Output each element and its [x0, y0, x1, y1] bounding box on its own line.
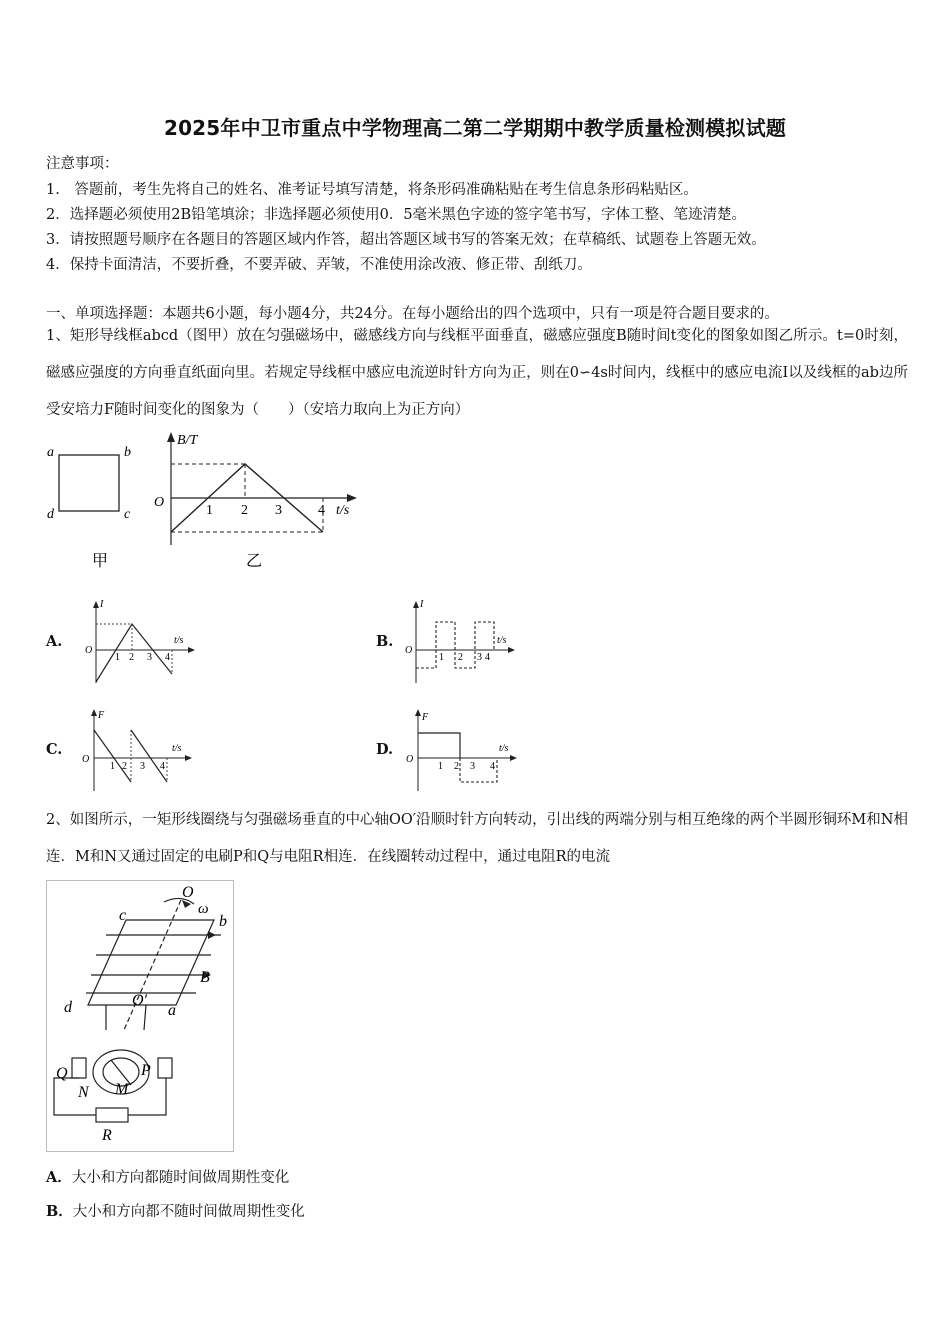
tick-label: 2 — [122, 761, 127, 772]
label-b: b — [124, 445, 131, 460]
option-b-graph[interactable] — [405, 598, 525, 688]
tick-label: 1 — [110, 761, 115, 772]
x-label: t/s — [172, 743, 182, 754]
option-c-graph[interactable] — [82, 706, 202, 796]
tick-label: 1 — [438, 761, 443, 772]
label-a: a — [168, 1002, 176, 1019]
axis-label: I — [420, 599, 424, 610]
yi-xlabel: t/s — [336, 503, 350, 518]
label-d: d — [47, 507, 54, 522]
yi-tick-1: 1 — [206, 503, 213, 518]
notice-heading: 注意事项： — [46, 156, 119, 172]
tick-label: 2 — [458, 652, 463, 663]
label-O: O — [182, 884, 194, 901]
option-d-graph[interactable] — [404, 706, 529, 796]
label-Q: Q — [56, 1065, 68, 1082]
yi-tick-3: 3 — [275, 503, 282, 518]
yi-tick-2: 2 — [241, 503, 248, 518]
option-c-label[interactable]: C. — [46, 741, 63, 758]
q2-option-a[interactable] — [46, 1166, 289, 1187]
origin-label: O — [405, 645, 413, 656]
label-B: B — [200, 969, 210, 986]
label-a: a — [47, 445, 54, 460]
page-title: 2025年中卫市重点中学物理高二第二学期期中教学质量检测模拟试题 — [163, 116, 787, 140]
label-M: M — [115, 1081, 129, 1098]
tick-label: 2 — [129, 652, 134, 663]
label-N: N — [78, 1084, 89, 1101]
label-omega: ω — [198, 901, 209, 917]
axis-label: I — [100, 599, 104, 610]
notice-item-3: 3．请按照题号顺序在各题目的答题区域内作答，超出答题区域书写的答案无效；在草稿纸、试题卷上答题无效。 — [46, 232, 766, 248]
label-R: R — [102, 1127, 112, 1144]
option-b-label[interactable]: B. — [376, 633, 394, 650]
tick-label: 4 — [485, 652, 490, 663]
q2-option-b[interactable] — [46, 1200, 305, 1221]
q2-option-a-label: A． — [46, 1169, 72, 1186]
question-1-text: 1、矩形导线框abcd（图甲）放在匀强磁场中，磁感线方向与线框平面垂直，磁感应强度B随时间t变化的图象如图乙所示。t=0时刻，磁感应强度的方向垂直纸面向里。若规定导线框中感应电流逆时针方向为正，则在0∽4s时间内，线框中的感应电流I以及线框的ab边所受安培力F随时间变化的图象为（ ）（安培力取向上为正方向） — [46, 328, 908, 418]
option-a-label[interactable]: A. — [46, 633, 63, 650]
label-c: c — [124, 507, 131, 522]
tick-label: 1 — [115, 652, 120, 663]
tick-label: 3 — [147, 652, 152, 663]
origin-label: O — [406, 754, 414, 765]
notice-item-2: 2．选择题必须使用2B铅笔填涂；非选择题必须使用0．5毫米黑色字迹的签字笔书写，字体工整、笔迹清楚。 — [46, 207, 747, 223]
yi-origin: O — [154, 495, 165, 510]
label-c: c — [119, 907, 127, 924]
option-d-label[interactable]: D. — [376, 741, 394, 758]
tick-label: 1 — [439, 652, 444, 663]
tick-label: 2 — [454, 761, 459, 772]
figure-yi — [150, 430, 370, 575]
label-b: b — [219, 913, 227, 930]
q2-option-a-text: 大小和方向都随时间做周期性变化 — [71, 1170, 290, 1186]
caption-jia: 甲 — [92, 553, 109, 570]
section-heading: 一、单项选择题：本题共6小题，每小题4分，共24分。在每小题给出的四个选项中，只有一项是符合题目要求的。 — [46, 306, 779, 322]
notice-item-1: 1. 答题前，考生先将自己的姓名、准考证号填写清楚，将条形码准确粘贴在考生信息条形码粘贴区。 — [46, 182, 698, 198]
label-O-prime: O′ — [132, 992, 148, 1009]
axis-label: F — [98, 710, 105, 721]
x-label: t/s — [499, 743, 509, 754]
q2-option-b-text: 大小和方向都不随时间做周期性变化 — [72, 1204, 305, 1220]
tick-label: 4 — [165, 652, 170, 663]
tick-label: 3 — [470, 761, 475, 772]
question-2-text: 2、如图所示，一矩形线圈绕与匀强磁场垂直的中心轴OO′沿顺时针方向转动，引出线的两端分别与相互绝缘的两个半圆形铜环M和N相连．M和N又通过固定的电刷P和Q与电阻R相连．在线圈转动过程中，通过电阻R的电流 — [46, 812, 908, 865]
figure-jia — [44, 438, 144, 573]
yi-tick-4: 4 — [318, 503, 325, 518]
tick-label: 4 — [490, 761, 495, 772]
x-label: t/s — [497, 635, 507, 646]
x-label: t/s — [174, 635, 184, 646]
label-d: d — [64, 999, 72, 1016]
label-P: P — [141, 1062, 151, 1079]
yi-ylabel: B/T — [177, 433, 198, 448]
tick-label: 3 — [477, 652, 482, 663]
q2-option-b-label: B． — [46, 1203, 73, 1220]
origin-label: O — [85, 645, 93, 656]
notice-item-4: 4．保持卡面清洁，不要折叠，不要弄破、弄皱，不准使用涂改液、修正带、刮纸刀。 — [46, 257, 592, 273]
tick-label: 3 — [140, 761, 145, 772]
option-a-graph[interactable] — [85, 598, 205, 688]
axis-label: F — [422, 712, 429, 723]
origin-label: O — [82, 754, 90, 765]
generator-figure — [46, 880, 234, 1152]
caption-yi: 乙 — [246, 553, 263, 570]
tick-label: 4 — [160, 761, 165, 772]
